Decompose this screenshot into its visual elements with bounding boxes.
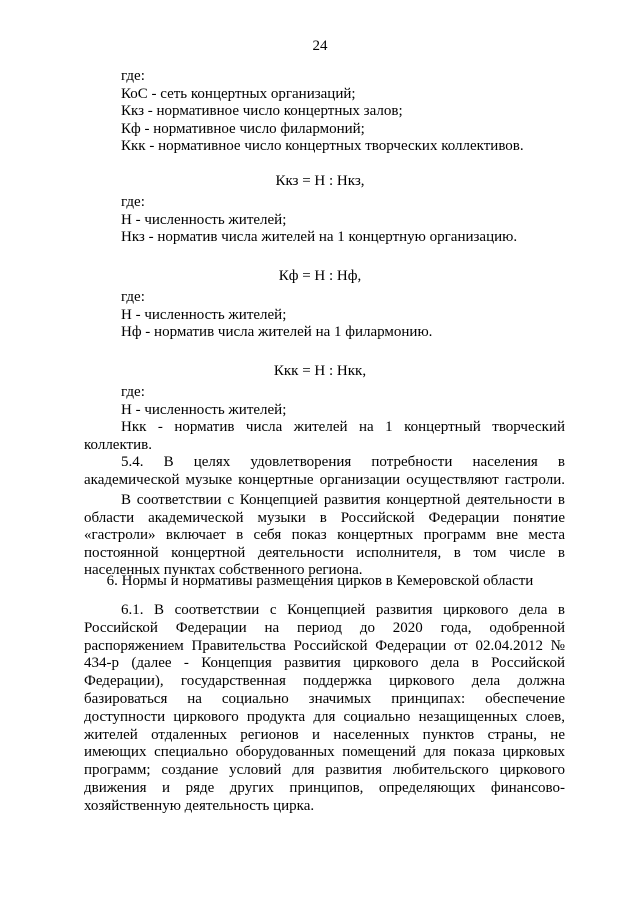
paragraph-line: базироваться на социально значимых принципах: обеспечение	[84, 690, 565, 707]
paragraph-line: Федерации), государственная поддержка циркового дела должна	[84, 673, 565, 690]
section-6-heading: 6. Нормы и нормативы размещения цирков в Кемеровской области	[106, 573, 534, 589]
formula-kkk: Ккк = Н : Нкк,	[273, 362, 367, 379]
paragraph-line: движения и ряде других принципов, определяющих финансово-	[84, 779, 565, 796]
where-label: где:	[121, 289, 145, 305]
paragraph-line: постоянной концертной деятельности исполнителя, в том числе в	[84, 544, 565, 561]
paragraph-line: 6.1. В соответствии с Концепцией развития циркового дела в	[121, 602, 565, 618]
definition-paragraph	[84, 419, 565, 454]
paragraph-line: 434-р (далее - Концепция развития циркового дела в Российской	[84, 655, 565, 672]
definition-item: Н - численность жителей;	[121, 401, 287, 418]
paragraph-line: «гастроли» включает в себя показ концертных программ вне места	[84, 527, 565, 543]
formula-kkz: Ккз = Н : Нкз,	[275, 172, 365, 189]
paragraph-line: программ; создание условий для развития любительского циркового	[84, 762, 565, 779]
paragraph-line: Нкк - норматив числа жителей на 1 концертный творческий	[121, 419, 565, 435]
definition-item: Н - численность жителей;	[121, 211, 287, 228]
paragraph-line: хозяйственную деятельность цирка.	[84, 797, 315, 814]
where-label: где:	[121, 68, 145, 84]
definition-item: Ккз - нормативное число концертных залов;	[121, 103, 403, 119]
document-body	[84, 68, 565, 580]
paragraph-line: 5.4. В целях удовлетворения потребности населения в	[121, 454, 565, 470]
page-number: 24	[312, 38, 328, 54]
paragraph-line: Российской Федерации на период до 2020 года, одобренной	[84, 619, 565, 636]
concept-paragraph	[84, 492, 565, 580]
definition-item: Кф - нормативное число филармоний;	[121, 120, 365, 137]
definition-item: Нкз - норматив числа жителей на 1 концертную организацию.	[121, 229, 518, 245]
where-label: где:	[121, 384, 145, 400]
paragraph-line: доступности циркового продукта для социально незащищенных слоев,	[84, 708, 565, 725]
where-label: где:	[121, 194, 145, 210]
paragraph-line: В соответствии с Концепцией развития концертной деятельности в	[121, 492, 565, 508]
section-5-4	[84, 454, 565, 489]
definition-item: Ккк - нормативное число концертных творческих коллективов.	[121, 138, 524, 154]
formula-kf: Кф = Н : Нф,	[278, 267, 362, 284]
paragraph-line: жителей отдаленных регионов и населенных пунктов страны, не	[84, 726, 565, 743]
definition-item: Н - численность жителей;	[121, 306, 287, 323]
section-6-1	[84, 602, 565, 816]
definition-item: Нф - норматив числа жителей на 1 филармонию.	[121, 324, 433, 340]
paragraph-line: коллектив.	[84, 436, 152, 453]
paragraph-line: населенных пунктах собственного региона.	[84, 562, 363, 578]
paragraph-line: имеющих специально оборудованных помещений для показа цирковых	[84, 744, 565, 761]
definition-item: КоС - сеть концертных организаций;	[121, 85, 356, 102]
paragraph-line: распоряжением Правительства Российской Федерации от 02.04.2012 №	[84, 637, 565, 654]
paragraph-line: академической музыке концертные организации осуществляют гастроли.	[84, 471, 565, 488]
paragraph-line: области академической музыки в Российской Федерации понятие	[84, 509, 565, 526]
